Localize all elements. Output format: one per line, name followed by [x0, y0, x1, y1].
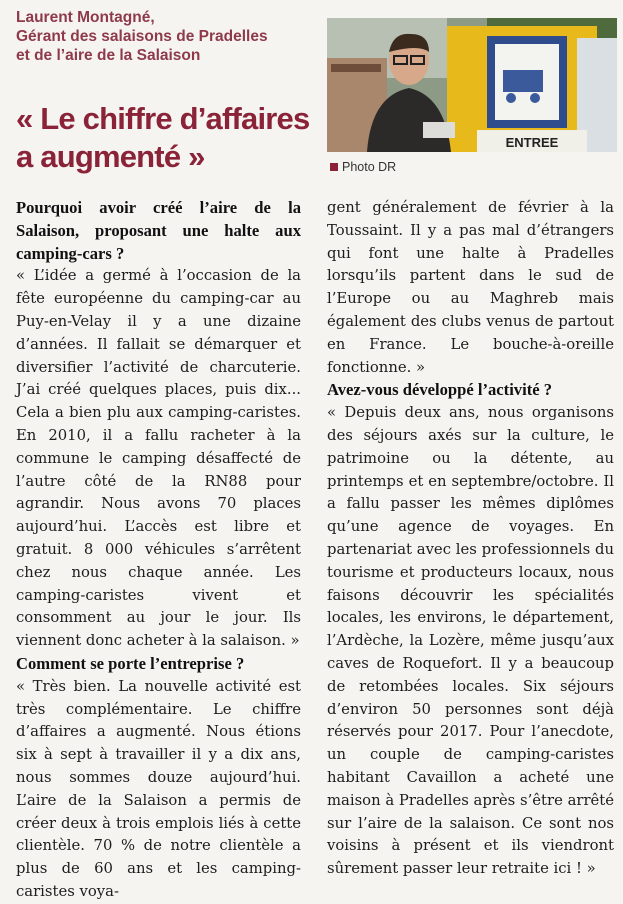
- byline-role-line-1: Gérant des salaisons de Pradelles: [16, 28, 268, 45]
- byline-role-line-2: et de l’aire de la Salaison: [16, 47, 201, 64]
- photo-illustration: [327, 18, 617, 152]
- byline-name: Laurent Montagné,: [16, 9, 155, 26]
- question-3: Avez-vous développé l’activité ?: [327, 380, 553, 400]
- portrait-photo: [327, 18, 617, 152]
- entree-sign-text: ENTREE: [505, 135, 559, 150]
- article-column-1: [16, 197, 301, 904]
- byline: [16, 8, 316, 65]
- answer-1: « L’idée a germé à l’occasion de la fête européenne du camping-car au Puy-en-Velay il y a une dizaine d’années. Il fallait se démarquer et diversifier l’activité de charcuterie. J’ai créé quelques places, puis dix... Cela a bien plu aux camping-caristes. En 2010, il a fallu racheter à la commune le camping désaffecté de l’autre côté de la RN88 pour agrandir. Nous avons 70 places aujourd’hui. L’accès est libre et gratuit. 8 000 véhicules s’arrêtent chez nous chaque année. Les camping-caristes vivent et consomment au jour le jour. Ils viennent donc acheter à la salaison. »: [16, 267, 301, 650]
- article-column-2: [327, 197, 614, 881]
- answer-2-part-2: gent généralement de février à la Toussaint. Il y a pas mal d’étrangers qui font une halte à Pradelles lorsqu’ils partent dans le sud de l’Europe ou au Maghreb mais également des clubs venus de partout en France. Le bouche-à-oreille fonctionne. »: [327, 199, 614, 376]
- question-2: Comment se porte l’entreprise ?: [16, 653, 245, 673]
- answer-2-part-1: « Très bien. La nouvelle activité est très complémentaire. Le chiffre d’affaires a augmenté. Nous étions six à sept à travailler il y a dix ans, nous sommes douze aujourd’hui. L’aire de la Salaison a permis de créer deux à trois emplois liés à cette clientèle. 70 % de notre clientèle a plus de 60 ans et les camping-caristes voya-: [16, 677, 301, 900]
- photo-credit: [330, 160, 396, 174]
- headline: [16, 100, 316, 176]
- photo-credit-text: Photo DR: [342, 160, 397, 174]
- credit-marker-icon: [330, 163, 338, 171]
- headline-line-1: « Le chiffre d’affaires: [16, 101, 310, 136]
- headline-line-2: a augmenté »: [16, 139, 205, 174]
- question-1: Pourquoi avoir créé l’aire de la Salaison, proposant une halte aux camping-cars ?: [16, 198, 301, 263]
- answer-3: « Depuis deux ans, nous organisons des séjours axés sur la culture, le patrimoine ou la détente, au printemps et en septembre/octobre. Il a fallu passer les mêmes diplômes qu’une agence de voyages. En partenariat avec les professionnels du tourisme et producteurs locaux, nous faisons découvrir les spécialités locales, les environs, le département, l’Ardèche, la Lozère, même jusqu’aux caves de Roquefort. Il y a beaucoup de retombées locales. Six séjours d’environ 50 personnes sont déjà réservés pour 2017. Pour l’anecdote, un couple de camping-caristes habitant Cavaillon a acheté une maison à Pradelles après s’être arrêté sur l’aire de la salaison. Ce sont nos voisins à présent et ils viendront sûrement passer leur retraite ici ! »: [327, 404, 614, 878]
